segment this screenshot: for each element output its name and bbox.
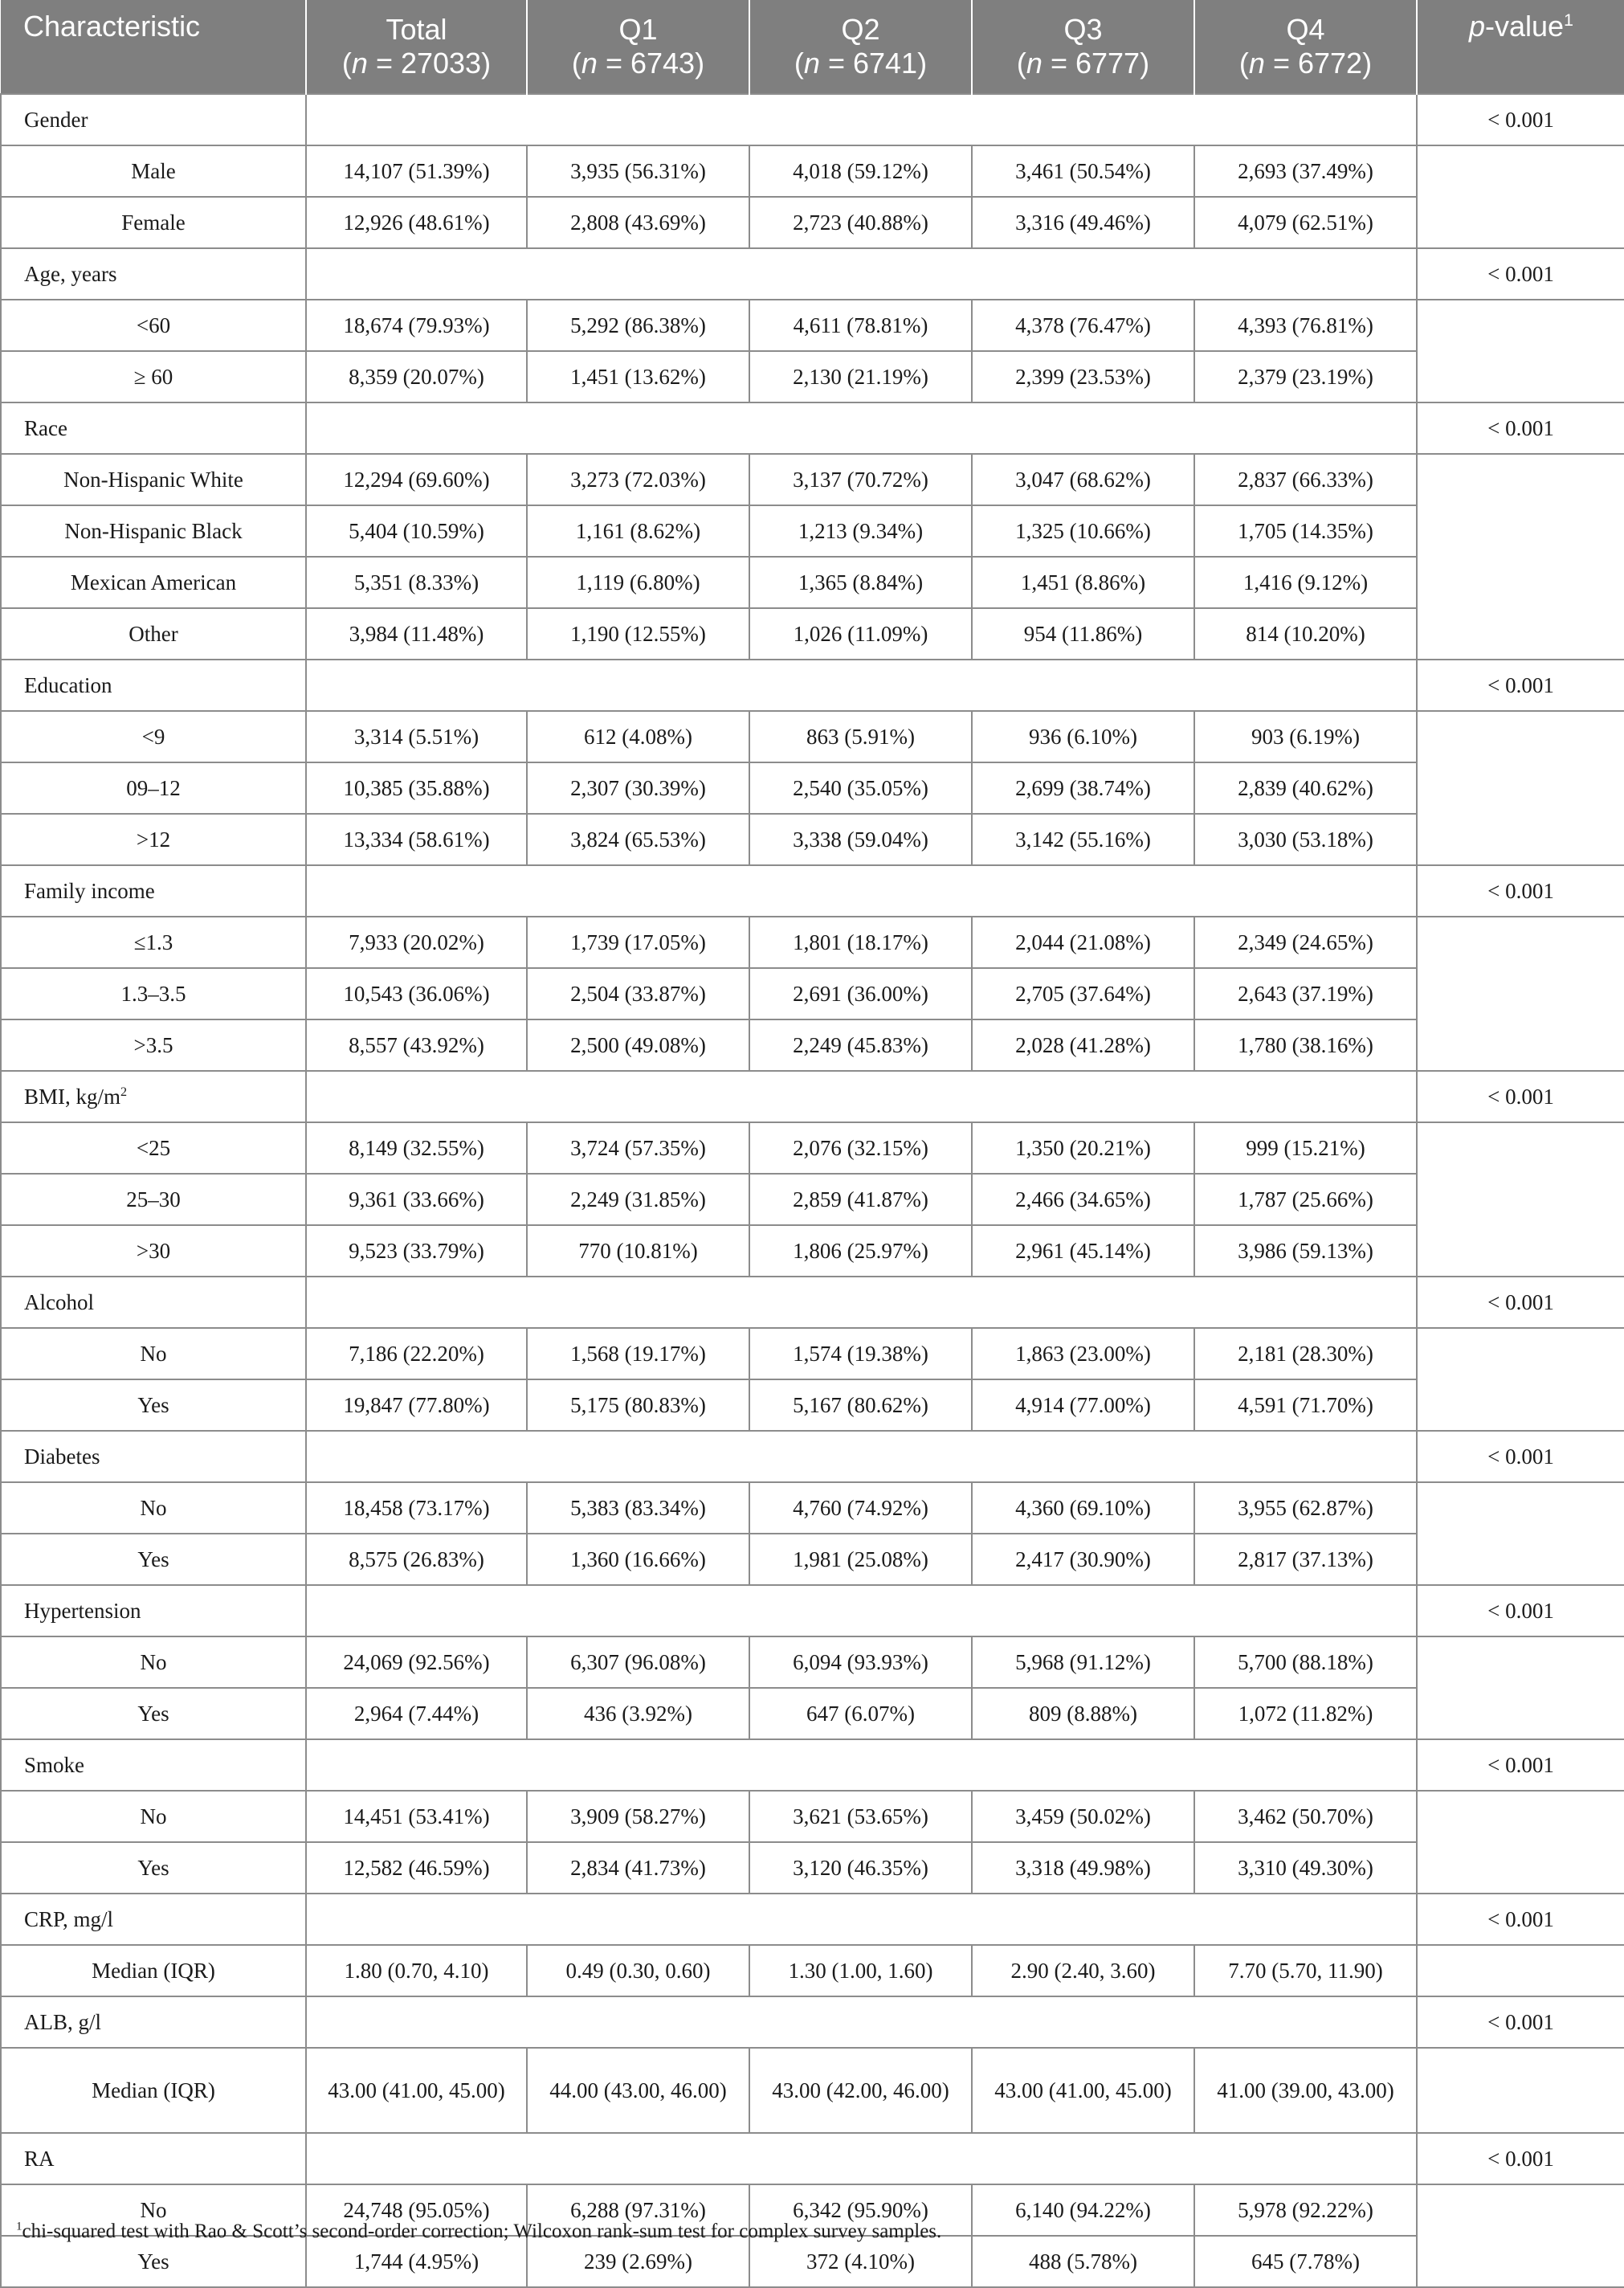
table-row: [1, 1842, 1624, 1894]
table-cell: 1,416 (9.12%): [1194, 557, 1417, 608]
table-cell: 2,705 (37.64%): [972, 968, 1194, 1019]
table-row: [1, 300, 1624, 351]
group-label: Education: [1, 660, 306, 711]
row-label: Other: [1, 608, 306, 660]
table-cell: 488 (5.78%): [972, 2236, 1194, 2287]
table-cell: 24,069 (92.56%): [306, 1636, 527, 1688]
row-label: <25: [1, 1122, 306, 1174]
table-row: [1, 608, 1624, 660]
table-cell: 3,310 (49.30%): [1194, 1842, 1417, 1894]
table-cell: 372 (4.10%): [749, 2236, 972, 2287]
table-cell: 1,213 (9.34%): [749, 505, 972, 557]
table-cell: 2,044 (21.08%): [972, 917, 1194, 968]
group-spacer: [306, 1996, 1417, 2048]
table-cell: 41.00 (39.00, 43.00): [1194, 2048, 1417, 2133]
row-label: Non-Hispanic Black: [1, 505, 306, 557]
row-label: 1.3–3.5: [1, 968, 306, 1019]
group-header-row: [1, 865, 1624, 917]
table-cell: 2,379 (23.19%): [1194, 351, 1417, 402]
table-cell: 2,181 (28.30%): [1194, 1328, 1417, 1379]
table-row: [1, 1688, 1624, 1739]
table-cell: 2,249 (45.83%): [749, 1019, 972, 1071]
table-row: [1, 1122, 1624, 1174]
p-value-cell: < 0.001: [1417, 1071, 1624, 1122]
table-header: [1, 0, 1624, 94]
table-cell: 5,700 (88.18%): [1194, 1636, 1417, 1688]
table-row: [1, 1328, 1624, 1379]
table-cell: 4,591 (71.70%): [1194, 1379, 1417, 1431]
table-cell: 612 (4.08%): [527, 711, 749, 762]
p-value-cell: < 0.001: [1417, 1894, 1624, 1945]
table-cell: 2,399 (23.53%): [972, 351, 1194, 402]
table-cell: 1,190 (12.55%): [527, 608, 749, 660]
row-label: No: [1, 2184, 306, 2236]
table-cell: 1,451 (8.86%): [972, 557, 1194, 608]
table-row: [1, 145, 1624, 197]
group-spacer: [306, 1277, 1417, 1328]
table-cell: 5,404 (10.59%): [306, 505, 527, 557]
table-row: [1, 711, 1624, 762]
table-cell: 3,461 (50.54%): [972, 145, 1194, 197]
table-cell: 12,926 (48.61%): [306, 197, 527, 248]
table-cell: 5,978 (92.22%): [1194, 2184, 1417, 2236]
table-cell: 6,307 (96.08%): [527, 1636, 749, 1688]
table-cell: 8,575 (26.83%): [306, 1534, 527, 1585]
table-cell: 19,847 (77.80%): [306, 1379, 527, 1431]
table-cell: 6,094 (93.93%): [749, 1636, 972, 1688]
table-cell: 2.90 (2.40, 3.60): [972, 1945, 1194, 1996]
p-value-empty: [1417, 917, 1624, 1071]
table-cell: 1,806 (25.97%): [749, 1225, 972, 1277]
group-header-row: [1, 1431, 1624, 1482]
table-cell: 13,334 (58.61%): [306, 814, 527, 865]
row-label: >12: [1, 814, 306, 865]
table-cell: 43.00 (41.00, 45.00): [972, 2048, 1194, 2133]
p-value-empty: [1417, 1482, 1624, 1585]
table-cell: 903 (6.19%): [1194, 711, 1417, 762]
table-row: [1, 1225, 1624, 1277]
header-q2: Q2 (n = 6741): [749, 0, 972, 94]
table-row: [1, 917, 1624, 968]
p-value-empty: [1417, 1328, 1624, 1431]
table-cell: 2,417 (30.90%): [972, 1534, 1194, 1585]
table-cell: 1,161 (8.62%): [527, 505, 749, 557]
row-label: Yes: [1, 1842, 306, 1894]
group-label: Age, years: [1, 248, 306, 300]
group-label: Smoke: [1, 1739, 306, 1791]
table-cell: 770 (10.81%): [527, 1225, 749, 1277]
table-cell: 647 (6.07%): [749, 1688, 972, 1739]
group-spacer: [306, 660, 1417, 711]
row-label: Male: [1, 145, 306, 197]
row-label: 25–30: [1, 1174, 306, 1225]
table-cell: 4,079 (62.51%): [1194, 197, 1417, 248]
group-label: BMI, $kg/m^2$: [1, 1071, 306, 1122]
table-cell: 3,621 (53.65%): [749, 1791, 972, 1842]
table-cell: 2,028 (41.28%): [972, 1019, 1194, 1071]
table-cell: 3,047 (68.62%): [972, 454, 1194, 505]
group-header-row: [1, 1739, 1624, 1791]
table-row: [1, 2236, 1624, 2287]
table-cell: 14,451 (53.41%): [306, 1791, 527, 1842]
header-characteristic: Characteristic: [1, 0, 306, 94]
table-cell: 2,834 (41.73%): [527, 1842, 749, 1894]
table-cell: 3,824 (65.53%): [527, 814, 749, 865]
group-spacer: [306, 94, 1417, 145]
table-cell: 1,574 (19.38%): [749, 1328, 972, 1379]
table-cell: 2,723 (40.88%): [749, 197, 972, 248]
table-cell: 814 (10.20%): [1194, 608, 1417, 660]
table-cell: 2,249 (31.85%): [527, 1174, 749, 1225]
p-value-cell: < 0.001: [1417, 402, 1624, 454]
table-cell: 3,318 (49.98%): [972, 1842, 1194, 1894]
row-label: Non-Hispanic White: [1, 454, 306, 505]
row-label: 09–12: [1, 762, 306, 814]
table-body: [1, 94, 1624, 2287]
row-label: Median (IQR): [1, 1945, 306, 1996]
table-cell: 2,691 (36.00%): [749, 968, 972, 1019]
table-cell: 6,140 (94.22%): [972, 2184, 1194, 2236]
table-cell: 3,030 (53.18%): [1194, 814, 1417, 865]
group-label: Diabetes: [1, 1431, 306, 1482]
table-cell: 1,325 (10.66%): [972, 505, 1194, 557]
table-row: [1, 1379, 1624, 1431]
table-cell: 2,961 (45.14%): [972, 1225, 1194, 1277]
table-cell: 3,142 (55.16%): [972, 814, 1194, 865]
table-row: [1, 1534, 1624, 1585]
table-cell: 3,955 (62.87%): [1194, 1482, 1417, 1534]
group-spacer: [306, 1585, 1417, 1636]
table-row: [1, 814, 1624, 865]
table-cell: 2,540 (35.05%): [749, 762, 972, 814]
table-cell: 2,699 (38.74%): [972, 762, 1194, 814]
table-cell: 9,361 (33.66%): [306, 1174, 527, 1225]
p-value-cell: < 0.001: [1417, 248, 1624, 300]
p-value-empty: [1417, 2048, 1624, 2133]
table-cell: 2,693 (37.49%): [1194, 145, 1417, 197]
row-label: No: [1, 1636, 306, 1688]
table-cell: 863 (5.91%): [749, 711, 972, 762]
table-cell: 1,780 (38.16%): [1194, 1019, 1417, 1071]
table-cell: 43.00 (41.00, 45.00): [306, 2048, 527, 2133]
table-cell: 2,307 (30.39%): [527, 762, 749, 814]
row-label: Yes: [1, 1379, 306, 1431]
table-cell: 3,459 (50.02%): [972, 1791, 1194, 1842]
table-cell: 3,338 (59.04%): [749, 814, 972, 865]
table-cell: 3,314 (5.51%): [306, 711, 527, 762]
p-value-cell: < 0.001: [1417, 1996, 1624, 2048]
group-header-row: [1, 248, 1624, 300]
table-row: [1, 762, 1624, 814]
table-cell: 1,863 (23.00%): [972, 1328, 1194, 1379]
table-row: [1, 351, 1624, 402]
row-label: Yes: [1, 2236, 306, 2287]
p-value-empty: [1417, 711, 1624, 865]
table-cell: 7,186 (22.20%): [306, 1328, 527, 1379]
row-label: <60: [1, 300, 306, 351]
table-cell: 1.30 (1.00, 1.60): [749, 1945, 972, 1996]
table-cell: 12,582 (46.59%): [306, 1842, 527, 1894]
table-cell: 12,294 (69.60%): [306, 454, 527, 505]
table-cell: 1,739 (17.05%): [527, 917, 749, 968]
group-spacer: [306, 1071, 1417, 1122]
row-label: No: [1, 1791, 306, 1842]
row-label: ≥ 60: [1, 351, 306, 402]
group-label: Alcohol: [1, 1277, 306, 1328]
p-value-empty: [1417, 1791, 1624, 1894]
table-cell: 44.00 (43.00, 46.00): [527, 2048, 749, 2133]
table-cell: 3,120 (46.35%): [749, 1842, 972, 1894]
table-cell: 4,378 (76.47%): [972, 300, 1194, 351]
table-cell: 14,107 (51.39%): [306, 145, 527, 197]
row-label: Yes: [1, 1534, 306, 1585]
table-cell: 4,393 (76.81%): [1194, 300, 1417, 351]
table-cell: 1,360 (16.66%): [527, 1534, 749, 1585]
table-cell: 2,964 (7.44%): [306, 1688, 527, 1739]
p-value-cell: < 0.001: [1417, 1585, 1624, 1636]
table-cell: 1,981 (25.08%): [749, 1534, 972, 1585]
row-label: Median (IQR): [1, 2048, 306, 2133]
table-cell: 18,458 (73.17%): [306, 1482, 527, 1534]
table-cell: 6,342 (95.90%): [749, 2184, 972, 2236]
table-cell: 18,674 (79.93%): [306, 300, 527, 351]
group-header-row: [1, 2133, 1624, 2184]
table-cell: 1,119 (6.80%): [527, 557, 749, 608]
table-cell: 5,383 (83.34%): [527, 1482, 749, 1534]
table-cell: 3,935 (56.31%): [527, 145, 749, 197]
table-cell: 3,137 (70.72%): [749, 454, 972, 505]
table-cell: 954 (11.86%): [972, 608, 1194, 660]
group-spacer: [306, 1431, 1417, 1482]
table-cell: 1,350 (20.21%): [972, 1122, 1194, 1174]
group-header-row: [1, 1894, 1624, 1945]
table-cell: 2,839 (40.62%): [1194, 762, 1417, 814]
table-row: [1, 1636, 1624, 1688]
table-cell: 2,643 (37.19%): [1194, 968, 1417, 1019]
table-cell: 3,984 (11.48%): [306, 608, 527, 660]
table-cell: 4,611 (78.81%): [749, 300, 972, 351]
group-spacer: [306, 1894, 1417, 1945]
table-cell: 7.70 (5.70, 11.90): [1194, 1945, 1417, 1996]
table-cell: 936 (6.10%): [972, 711, 1194, 762]
table-row: [1, 2048, 1624, 2133]
table-cell: 5,968 (91.12%): [972, 1636, 1194, 1688]
table-cell: 4,760 (74.92%): [749, 1482, 972, 1534]
group-header-row: [1, 1585, 1624, 1636]
group-spacer: [306, 865, 1417, 917]
table-cell: 2,349 (24.65%): [1194, 917, 1417, 968]
table-cell: 2,500 (49.08%): [527, 1019, 749, 1071]
group-label: Hypertension: [1, 1585, 306, 1636]
table-cell: 809 (8.88%): [972, 1688, 1194, 1739]
footnote-text: chi-squared test with Rao & Scott’s second-order correction; Wilcoxon rank-sum test for complex survey samples.: [22, 2221, 942, 2242]
row-label: No: [1, 1482, 306, 1534]
table-cell: 4,914 (77.00%): [972, 1379, 1194, 1431]
table-cell: 7,933 (20.02%): [306, 917, 527, 968]
table-cell: 24,748 (95.05%): [306, 2184, 527, 2236]
p-value-cell: < 0.001: [1417, 660, 1624, 711]
table-row: [1, 1482, 1624, 1534]
p-value-empty: [1417, 1945, 1624, 1996]
group-label: Family income: [1, 865, 306, 917]
p-value-cell: < 0.001: [1417, 1277, 1624, 1328]
table-cell: 8,557 (43.92%): [306, 1019, 527, 1071]
table-cell: 2,130 (21.19%): [749, 351, 972, 402]
p-value-cell: < 0.001: [1417, 865, 1624, 917]
p-value-cell: < 0.001: [1417, 1739, 1624, 1791]
table-cell: 645 (7.78%): [1194, 2236, 1417, 2287]
table-row: [1, 505, 1624, 557]
row-label: Yes: [1, 1688, 306, 1739]
table-row: [1, 1174, 1624, 1225]
table-cell: 1,072 (11.82%): [1194, 1688, 1417, 1739]
table-cell: 2,859 (41.87%): [749, 1174, 972, 1225]
table-cell: 5,167 (80.62%): [749, 1379, 972, 1431]
header-total: Total (n = 27033): [306, 0, 527, 94]
header-p-value: p-value$^1$: [1417, 0, 1624, 94]
table-cell: 4,018 (59.12%): [749, 145, 972, 197]
header-q1: Q1 (n = 6743): [527, 0, 749, 94]
table-cell: 3,316 (49.46%): [972, 197, 1194, 248]
table-cell: 1,744 (4.95%): [306, 2236, 527, 2287]
table-cell: 2,837 (66.33%): [1194, 454, 1417, 505]
group-label: RA: [1, 2133, 306, 2184]
row-label: No: [1, 1328, 306, 1379]
table-cell: 9,523 (33.79%): [306, 1225, 527, 1277]
group-label: ALB, g/l: [1, 1996, 306, 2048]
group-label: Gender: [1, 94, 306, 145]
row-label: >3.5: [1, 1019, 306, 1071]
table-cell: 0.49 (0.30, 0.60): [527, 1945, 749, 1996]
table-cell: 2,076 (32.15%): [749, 1122, 972, 1174]
table-cell: 239 (2.69%): [527, 2236, 749, 2287]
group-header-row: [1, 94, 1624, 145]
p-value-empty: [1417, 1636, 1624, 1739]
table-row: [1, 1945, 1624, 1996]
header-q3: Q3 (n = 6777): [972, 0, 1194, 94]
group-spacer: [306, 402, 1417, 454]
p-value-empty: [1417, 145, 1624, 248]
table-cell: 10,385 (35.88%): [306, 762, 527, 814]
group-header-row: [1, 402, 1624, 454]
table-cell: 2,466 (34.65%): [972, 1174, 1194, 1225]
table-row: [1, 197, 1624, 248]
p-value-cell: < 0.001: [1417, 2133, 1624, 2184]
row-label: <9: [1, 711, 306, 762]
group-spacer: [306, 1739, 1417, 1791]
row-label: Mexican American: [1, 557, 306, 608]
header-q4: Q4 (n = 6772): [1194, 0, 1417, 94]
table-cell: 1,705 (14.35%): [1194, 505, 1417, 557]
table-cell: 2,817 (37.13%): [1194, 1534, 1417, 1585]
p-value-empty: [1417, 1122, 1624, 1277]
row-label: >30: [1, 1225, 306, 1277]
table-cell: 3,986 (59.13%): [1194, 1225, 1417, 1277]
table-cell: 2,808 (43.69%): [527, 197, 749, 248]
table-cell: 1.80 (0.70, 4.10): [306, 1945, 527, 1996]
table-cell: 3,273 (72.03%): [527, 454, 749, 505]
table-cell: 10,543 (36.06%): [306, 968, 527, 1019]
table-cell: 6,288 (97.31%): [527, 2184, 749, 2236]
table-cell: 1,365 (8.84%): [749, 557, 972, 608]
group-spacer: [306, 248, 1417, 300]
group-label: CRP, mg/l: [1, 1894, 306, 1945]
table-cell: 436 (3.92%): [527, 1688, 749, 1739]
table-row: [1, 454, 1624, 505]
table-cell: 999 (15.21%): [1194, 1122, 1417, 1174]
table-cell: 3,909 (58.27%): [527, 1791, 749, 1842]
table-row: [1, 1019, 1624, 1071]
table-row: [1, 968, 1624, 1019]
footnote: [16, 2221, 941, 2243]
p-value-cell: < 0.001: [1417, 1431, 1624, 1482]
group-header-row: [1, 1996, 1624, 2048]
p-value-empty: [1417, 300, 1624, 402]
table-cell: 5,351 (8.33%): [306, 557, 527, 608]
table-cell: 2,504 (33.87%): [527, 968, 749, 1019]
group-header-row: [1, 1277, 1624, 1328]
footnote-marker: 1: [16, 2220, 22, 2233]
row-label: Female: [1, 197, 306, 248]
p-value-empty: [1417, 2184, 1624, 2287]
table-cell: 1,451 (13.62%): [527, 351, 749, 402]
group-label: Race: [1, 402, 306, 454]
table-cell: 1,787 (25.66%): [1194, 1174, 1417, 1225]
table-row: [1, 557, 1624, 608]
table-row: [1, 1791, 1624, 1842]
group-spacer: [306, 2133, 1417, 2184]
table-cell: 1,801 (18.17%): [749, 917, 972, 968]
table-cell: 8,359 (20.07%): [306, 351, 527, 402]
table-cell: 5,175 (80.83%): [527, 1379, 749, 1431]
table-cell: 8,149 (32.55%): [306, 1122, 527, 1174]
table-cell: 5,292 (86.38%): [527, 300, 749, 351]
group-header-row: [1, 660, 1624, 711]
row-label: ≤1.3: [1, 917, 306, 968]
table-cell: 1,568 (19.17%): [527, 1328, 749, 1379]
table-cell: 3,724 (57.35%): [527, 1122, 749, 1174]
p-value-empty: [1417, 454, 1624, 660]
table-cell: 4,360 (69.10%): [972, 1482, 1194, 1534]
group-header-row: [1, 1071, 1624, 1122]
table-cell: 3,462 (50.70%): [1194, 1791, 1417, 1842]
table-cell: 43.00 (42.00, 46.00): [749, 2048, 972, 2133]
p-value-cell: < 0.001: [1417, 94, 1624, 145]
table-cell: 1,026 (11.09%): [749, 608, 972, 660]
